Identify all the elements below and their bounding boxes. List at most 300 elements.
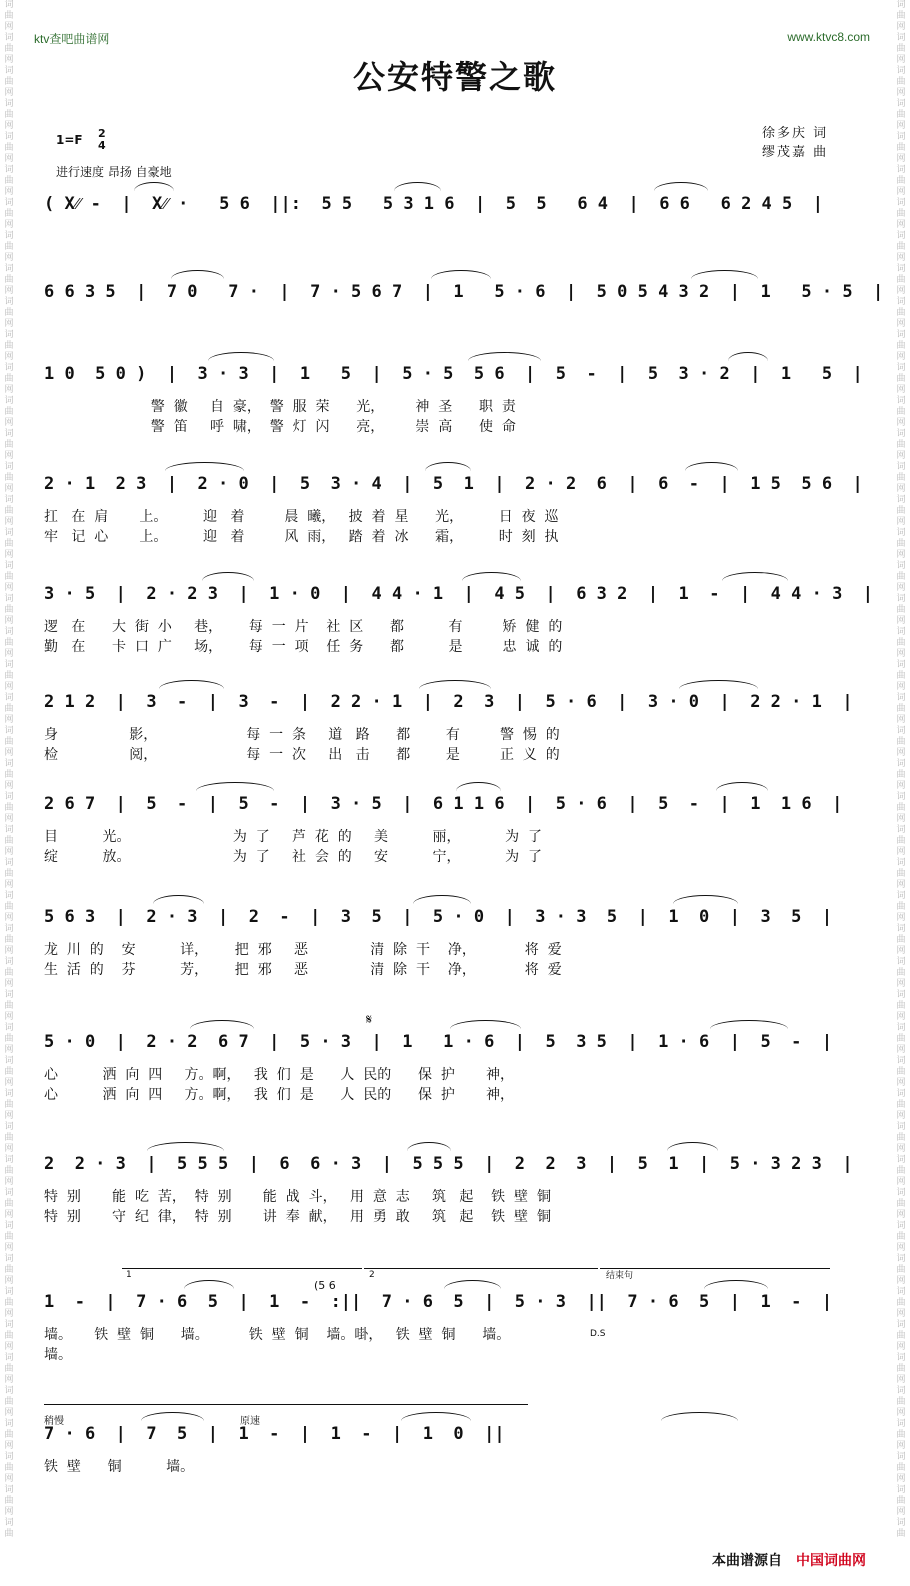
notation-line <box>44 470 863 500</box>
watermark-char: 词 <box>896 1254 906 1264</box>
watermark-char: 词 <box>4 891 14 901</box>
watermark-char: 曲 <box>896 770 906 780</box>
watermark-char: 曲 <box>896 176 906 186</box>
slur <box>661 1412 738 1421</box>
watermark-char: 词 <box>896 1089 906 1099</box>
tempo-marking: 进行速度 昂扬 自豪地 <box>56 165 172 179</box>
watermark-char: 词 <box>4 165 14 175</box>
watermark-char: 曲 <box>896 803 906 813</box>
watermark-char: 曲 <box>896 737 906 747</box>
watermark-char: 词 <box>4 396 14 406</box>
watermark-char: 曲 <box>4 1067 14 1077</box>
watermark-char: 网 <box>896 1078 906 1088</box>
lyric-verse-2: 生 活 的 芬 芳， 把 邪 恶 清 除 干 净， 将 爱 <box>44 962 562 978</box>
watermark-char: 网 <box>896 121 906 131</box>
watermark-char: 网 <box>4 121 14 131</box>
watermark-char: 网 <box>896 451 906 461</box>
watermark-char: 网 <box>896 1441 906 1451</box>
watermark-char: 曲 <box>896 242 906 252</box>
volta-1-label: 1 <box>126 1270 132 1280</box>
lyric-verse-1: 墙。 铁 壁 铜 墙。 铁 壁 铜 墙。啩， 铁 壁 铜 墙。 <box>44 1327 511 1343</box>
watermark-char: 词 <box>896 1188 906 1198</box>
watermark-char: 网 <box>896 1243 906 1253</box>
watermark-char: 曲 <box>4 935 14 945</box>
watermark-char: 曲 <box>896 44 906 54</box>
watermark-char: 网 <box>4 748 14 758</box>
jianpu-notes: 6 6 3 5 | 7 0 7 · | 7 · 5 6 7 | 1 5 · 6 | 5 0 5 4 3 2 | 1 5 · 5 | <box>44 282 884 302</box>
watermark-char: 词 <box>4 726 14 736</box>
watermark-char: 网 <box>4 847 14 857</box>
volta-2-label: 2 <box>369 1270 375 1280</box>
watermark-char: 词 <box>896 594 906 604</box>
watermark-char: 曲 <box>896 1265 906 1275</box>
watermark-char: 网 <box>896 1507 906 1517</box>
watermark-char: 词 <box>4 990 14 1000</box>
watermark-char: 网 <box>896 286 906 296</box>
watermark-char: 词 <box>4 462 14 472</box>
watermark-char: 网 <box>896 1408 906 1418</box>
slur <box>407 1142 451 1151</box>
right-watermark-strip <box>894 0 908 1586</box>
watermark-char: 曲 <box>896 1034 906 1044</box>
watermark-char: 词 <box>896 1386 906 1396</box>
repeat-hint: (5 6 <box>314 1279 336 1292</box>
watermark-char: 曲 <box>4 209 14 219</box>
slur <box>419 680 491 689</box>
watermark-char: 网 <box>896 1045 906 1055</box>
watermark-char: 曲 <box>4 539 14 549</box>
watermark-char: 曲 <box>896 110 906 120</box>
watermark-char: 曲 <box>896 209 906 219</box>
watermark-char: 网 <box>4 253 14 263</box>
slur <box>716 782 768 791</box>
watermark-char: 网 <box>4 1144 14 1154</box>
watermark-char: 曲 <box>896 1298 906 1308</box>
watermark-char: 曲 <box>4 1166 14 1176</box>
slur <box>165 462 244 471</box>
watermark-char: 网 <box>896 847 906 857</box>
watermark-char: 词 <box>4 1023 14 1033</box>
watermark-char: 词 <box>4 759 14 769</box>
watermark-char: 网 <box>4 1111 14 1121</box>
watermark-char: 曲 <box>4 143 14 153</box>
watermark-char: 曲 <box>896 473 906 483</box>
watermark-char: 曲 <box>4 1034 14 1044</box>
watermark-char: 网 <box>896 1144 906 1154</box>
notation-line <box>44 688 853 718</box>
watermark-char: 网 <box>896 616 906 626</box>
lyric-verse-2: 警 笛 呼 啸， 警 灯 闪 亮， 崇 高 使 命 <box>44 419 516 435</box>
time-signature <box>98 128 106 152</box>
watermark-char: 词 <box>896 726 906 736</box>
watermark-char: 网 <box>4 154 14 164</box>
watermark-char: 曲 <box>896 1166 906 1176</box>
watermark-char: 曲 <box>4 77 14 87</box>
watermark-char: 词 <box>896 132 906 142</box>
watermark-char: 词 <box>4 330 14 340</box>
watermark-char: 曲 <box>896 1364 906 1374</box>
watermark-char: 词 <box>896 1056 906 1066</box>
lyric-verse-2: 绽 放。 为 了 社 会 的 安 宁， 为 了 <box>44 849 542 865</box>
watermark-char: 词 <box>896 858 906 868</box>
watermark-char: 曲 <box>4 44 14 54</box>
watermark-char: 网 <box>896 946 906 956</box>
watermark-char: 词 <box>896 264 906 274</box>
watermark-char: 曲 <box>896 374 906 384</box>
watermark-char: 词 <box>4 66 14 76</box>
coda-bracket <box>600 1268 830 1269</box>
watermark-char: 网 <box>896 154 906 164</box>
watermark-char: 曲 <box>4 836 14 846</box>
lyric-verse-1: 铁 壁 铜 墙。 <box>44 1459 195 1475</box>
jianpu-notes: 7 · 6 | 7 5 | 1 - | 1 - | 1 0 || <box>44 1424 505 1444</box>
watermark-char: 词 <box>4 924 14 934</box>
watermark-char: 曲 <box>4 506 14 516</box>
watermark-char: 词 <box>896 1023 906 1033</box>
watermark-char: 词 <box>4 825 14 835</box>
watermark-char: 词 <box>896 528 906 538</box>
lyric-verse-2: 牢 记 心 上。 迎 着 风 雨， 踏 着 冰 霜， 时 刻 执 <box>44 529 559 545</box>
watermark-char: 词 <box>896 495 906 505</box>
jianpu-notes: 5 6 3 | 2 · 3 | 2 - | 3 5 | 5 · 0 | 3 · 3 5 | 1 0 | 3 5 | <box>44 907 833 927</box>
watermark-char: 曲 <box>896 1463 906 1473</box>
footer <box>712 1550 866 1570</box>
watermark-char: 词 <box>4 1386 14 1396</box>
lyric-verse-1: 特 别 能 吃 苦， 特 别 能 战 斗， 用 意 志 筑 起 铁 壁 铜 <box>44 1189 551 1205</box>
watermark-char: 网 <box>896 880 906 890</box>
lyric-verse-2: 心 洒 向 四 方。啊， 我 们 是 人 民的 保 护 神， <box>44 1087 515 1103</box>
watermark-char: 词 <box>4 1353 14 1363</box>
watermark-char: 网 <box>4 649 14 659</box>
slur <box>450 1020 521 1029</box>
watermark-char: 网 <box>896 55 906 65</box>
notation-line <box>44 1288 844 1318</box>
watermark-char: 曲 <box>4 308 14 318</box>
watermark-char: 网 <box>896 253 906 263</box>
notation-line <box>44 1150 853 1180</box>
slur <box>184 1280 234 1289</box>
watermark-char: 词 <box>896 792 906 802</box>
watermark-left: ktv查吧曲谱网 <box>34 32 110 46</box>
slur <box>153 895 204 904</box>
watermark-char: 曲 <box>896 572 906 582</box>
ds-mark: D.S <box>590 1329 606 1339</box>
watermark-char: 曲 <box>4 275 14 285</box>
watermark-char: 曲 <box>896 968 906 978</box>
slur <box>190 1020 254 1029</box>
watermark-char: 词 <box>896 825 906 835</box>
slur <box>673 895 738 904</box>
watermark-char: 曲 <box>4 1199 14 1209</box>
watermark-char: 词 <box>896 1221 906 1231</box>
watermark-char: 曲 <box>4 1496 14 1506</box>
watermark-char: 网 <box>4 1441 14 1451</box>
watermark-char: 词 <box>896 1287 906 1297</box>
watermark-char: 曲 <box>896 143 906 153</box>
watermark-char: 网 <box>896 913 906 923</box>
watermark-char: 词 <box>896 198 906 208</box>
watermark-char: 曲 <box>896 1100 906 1110</box>
slur <box>147 1142 224 1151</box>
slur <box>667 1142 718 1151</box>
notation-line <box>44 580 874 610</box>
watermark-char: 词 <box>4 264 14 274</box>
watermark-char: 网 <box>4 517 14 527</box>
lyric-verse-1: 逻 在 大 街 小 巷， 每 一 片 社 区 都 有 矫 健 的 <box>44 619 563 635</box>
slur <box>679 680 758 689</box>
watermark-char: 网 <box>4 484 14 494</box>
watermark-char: 曲 <box>896 539 906 549</box>
watermark-char: 词 <box>4 495 14 505</box>
watermark-char: 词 <box>896 462 906 472</box>
lyric-verse-1: 心 洒 向 四 方。啊， 我 们 是 人 民的 保 护 神， <box>44 1067 515 1083</box>
watermark-char: 曲 <box>4 770 14 780</box>
watermark-char: 词 <box>4 1287 14 1297</box>
jianpu-notes: 2 · 1 2 3 | 2 · 0 | 5 3 · 4 | 5 1 | 2 · 2 6 | 6 - | 1 5 5 6 | <box>44 474 863 494</box>
watermark-char: 曲 <box>4 1265 14 1275</box>
watermark-char: 网 <box>4 1012 14 1022</box>
watermark-char: 曲 <box>896 935 906 945</box>
watermark-char: 词 <box>896 1419 906 1429</box>
watermark-char: 词 <box>4 0 14 10</box>
watermark-char: 词 <box>896 693 906 703</box>
watermark-char: 曲 <box>4 374 14 384</box>
watermark-char: 曲 <box>896 671 906 681</box>
watermark-char: 网 <box>896 1276 906 1286</box>
watermark-char: 曲 <box>4 902 14 912</box>
watermark-char: 网 <box>4 1243 14 1253</box>
watermark-char: 网 <box>4 1507 14 1517</box>
lyric-verse-2: 特 别 守 纪 律， 特 别 讲 奉 献， 用 勇 敢 筑 起 铁 壁 铜 <box>44 1209 551 1225</box>
watermark-char: 词 <box>4 528 14 538</box>
watermark-char: 词 <box>896 924 906 934</box>
watermark-char: 网 <box>4 1078 14 1088</box>
volta-1-bracket <box>122 1268 362 1269</box>
watermark-char: 词 <box>896 297 906 307</box>
notation-line <box>44 1028 844 1058</box>
watermark-char: 词 <box>4 1452 14 1462</box>
slur <box>468 352 541 361</box>
slur <box>196 782 274 791</box>
watermark-char: 网 <box>896 484 906 494</box>
segno-mark: 𝄋 <box>366 1012 373 1028</box>
watermark-char: 曲 <box>896 1232 906 1242</box>
watermark-char: 词 <box>4 132 14 142</box>
slur <box>704 1280 768 1289</box>
watermark-char: 网 <box>4 616 14 626</box>
notation-line <box>44 190 844 220</box>
slur <box>722 572 788 581</box>
watermark-char: 网 <box>896 517 906 527</box>
watermark-char: 曲 <box>4 1232 14 1242</box>
watermark-char: 曲 <box>4 704 14 714</box>
watermark-char: 网 <box>896 583 906 593</box>
key-label: 1=F <box>56 133 83 147</box>
watermark-char: 曲 <box>896 902 906 912</box>
watermark-char: 词 <box>896 0 906 10</box>
watermark-char: 曲 <box>4 440 14 450</box>
watermark-char: 词 <box>4 1254 14 1264</box>
watermark-char: 网 <box>896 682 906 692</box>
lyric-verse-2: 墙。 <box>44 1347 72 1363</box>
watermark-char: 词 <box>4 1056 14 1066</box>
watermark-char: 曲 <box>4 605 14 615</box>
lyricist-credit: 徐多庆 词 <box>762 126 829 141</box>
watermark-char: 网 <box>4 385 14 395</box>
slur <box>134 182 174 191</box>
watermark-char: 词 <box>4 363 14 373</box>
jianpu-notes: 2 6 7 | 5 - | 5 - | 3 · 5 | 6 1 1 6 | 5 · 6 | 5 - | 1 1 6 | <box>44 794 843 814</box>
notation-line <box>44 790 844 820</box>
slur <box>685 462 738 471</box>
watermark-char: 网 <box>4 22 14 32</box>
watermark-char: 曲 <box>896 1331 906 1341</box>
jianpu-notes: 2 2 · 3 | 5 5 5 | 6 6 · 3 | 5 5 5 | 2 2 3 | 5 1 | 5 · 3 2 3 | <box>44 1154 853 1174</box>
watermark-char: 网 <box>896 385 906 395</box>
watermark-char: 网 <box>4 1474 14 1484</box>
lyric-verse-2: 检 阅， 每 一 次 出 击 都 是 正 义 的 <box>44 747 560 763</box>
watermark-char: 网 <box>4 1342 14 1352</box>
watermark-char: 词 <box>4 1089 14 1099</box>
jianpu-notes: 2 1 2 | 3 - | 3 - | 2 2 · 1 | 2 3 | 5 · 6 | 3 · 0 | 2 2 · 1 | <box>44 692 853 712</box>
watermark-char: 网 <box>896 352 906 362</box>
watermark-char: 词 <box>896 165 906 175</box>
watermark-char: 网 <box>4 550 14 560</box>
notation-line <box>44 1420 844 1450</box>
watermark-char: 曲 <box>896 1496 906 1506</box>
watermark-char: 曲 <box>896 308 906 318</box>
watermark-char: 曲 <box>896 836 906 846</box>
watermark-char: 曲 <box>896 1067 906 1077</box>
jianpu-notes: 1 0 5 0 ) | 3 · 3 | 1 5 | 5 · 5 5 6 | 5 - | 5 3 · 2 | 1 5 | <box>44 364 863 384</box>
watermark-char: 曲 <box>896 869 906 879</box>
watermark-char: 词 <box>4 231 14 241</box>
watermark-char: 网 <box>4 451 14 461</box>
watermark-char: 曲 <box>4 176 14 186</box>
time-top: 2 <box>98 127 106 140</box>
lyric-verse-2: 勤 在 卡 口 广 场， 每 一 项 任 务 都 是 忠 诚 的 <box>44 639 563 655</box>
watermark-char: 网 <box>4 1309 14 1319</box>
notation-line <box>44 360 863 390</box>
watermark-char: 曲 <box>896 704 906 714</box>
watermark-char: 词 <box>896 1485 906 1495</box>
watermark-char: 网 <box>896 1012 906 1022</box>
time-bottom: 4 <box>98 139 106 152</box>
watermark-char: 网 <box>896 319 906 329</box>
watermark-char: 词 <box>4 99 14 109</box>
watermark-char: 网 <box>4 880 14 890</box>
watermark-char: 曲 <box>4 1364 14 1374</box>
slur <box>431 270 491 279</box>
watermark-char: 词 <box>4 1518 14 1528</box>
notation-line <box>44 903 844 933</box>
jianpu-notes: 3 · 5 | 2 · 2 3 | 1 · 0 | 4 4 · 1 | 4 5 | 6 3 2 | 1 - | 4 4 · 3 | <box>44 584 874 604</box>
watermark-char: 曲 <box>896 440 906 450</box>
watermark-char: 词 <box>896 759 906 769</box>
slur <box>728 352 768 361</box>
watermark-char: 词 <box>4 693 14 703</box>
watermark-char: 词 <box>4 198 14 208</box>
watermark-char: 词 <box>4 1122 14 1132</box>
watermark-char: 词 <box>896 1155 906 1165</box>
watermark-char: 网 <box>896 1342 906 1352</box>
watermark-char: 网 <box>4 979 14 989</box>
slur <box>654 182 708 191</box>
watermark-char: 词 <box>4 1320 14 1330</box>
watermark-char: 词 <box>4 957 14 967</box>
watermark-char: 网 <box>896 979 906 989</box>
watermark-char: 词 <box>896 429 906 439</box>
composer-credit: 缪茂嘉 曲 <box>762 145 829 160</box>
watermark-char: 曲 <box>4 968 14 978</box>
watermark-char: 网 <box>4 913 14 923</box>
watermark-char: 曲 <box>4 1298 14 1308</box>
watermark-char: 网 <box>4 946 14 956</box>
watermark-char: 词 <box>4 1419 14 1429</box>
page-title: 公安特警之歌 <box>352 58 557 96</box>
watermark-char: 网 <box>4 781 14 791</box>
watermark-char: 曲 <box>4 638 14 648</box>
watermark-char: 曲 <box>4 341 14 351</box>
watermark-char: 词 <box>896 231 906 241</box>
slur <box>413 895 471 904</box>
watermark-char: 网 <box>896 220 906 230</box>
watermark-char: 词 <box>896 891 906 901</box>
watermark-char: 曲 <box>4 473 14 483</box>
watermark-char: 词 <box>896 363 906 373</box>
watermark-char: 词 <box>4 594 14 604</box>
watermark-char: 网 <box>4 1375 14 1385</box>
slur <box>462 572 521 581</box>
watermark-char: 网 <box>896 88 906 98</box>
watermark-char: 词 <box>896 957 906 967</box>
watermark-char: 曲 <box>4 1133 14 1143</box>
lyric-verse-1: 身 影， 每 一 条 道 路 都 有 警 惕 的 <box>44 727 560 743</box>
watermark-char: 词 <box>896 396 906 406</box>
watermark-char: 曲 <box>4 737 14 747</box>
watermark-char: 词 <box>4 792 14 802</box>
coda-label: 结束句 <box>606 1271 634 1281</box>
watermark-char: 词 <box>896 627 906 637</box>
watermark-char: 网 <box>4 352 14 362</box>
watermark-char: 曲 <box>896 275 906 285</box>
watermark-char: 网 <box>4 1408 14 1418</box>
left-watermark-strip <box>2 0 16 1586</box>
slur <box>202 572 254 581</box>
watermark-char: 词 <box>4 33 14 43</box>
watermark-char: 词 <box>4 1485 14 1495</box>
slur <box>171 270 224 279</box>
watermark-char: 曲 <box>896 1529 906 1539</box>
watermark-char: 曲 <box>4 1430 14 1440</box>
watermark-char: 曲 <box>896 407 906 417</box>
watermark-char: 曲 <box>4 1397 14 1407</box>
slur <box>159 680 224 689</box>
slur <box>141 1412 204 1421</box>
watermark-char: 网 <box>896 748 906 758</box>
watermark-char: 词 <box>896 66 906 76</box>
watermark-char: 词 <box>4 1221 14 1231</box>
watermark-char: 词 <box>896 99 906 109</box>
watermark-char: 词 <box>896 1122 906 1132</box>
watermark-char: 网 <box>4 187 14 197</box>
watermark-char: 词 <box>4 1155 14 1165</box>
jianpu-notes: 1 - | 7 · 6 5 | 1 - :|| 7 · 6 5 | 5 · 3 || 7 · 6 5 | 1 - | <box>44 1292 833 1312</box>
watermark-char: 词 <box>896 1320 906 1330</box>
watermark-char: 曲 <box>4 11 14 21</box>
watermark-char: 网 <box>4 583 14 593</box>
watermark-char: 网 <box>4 418 14 428</box>
